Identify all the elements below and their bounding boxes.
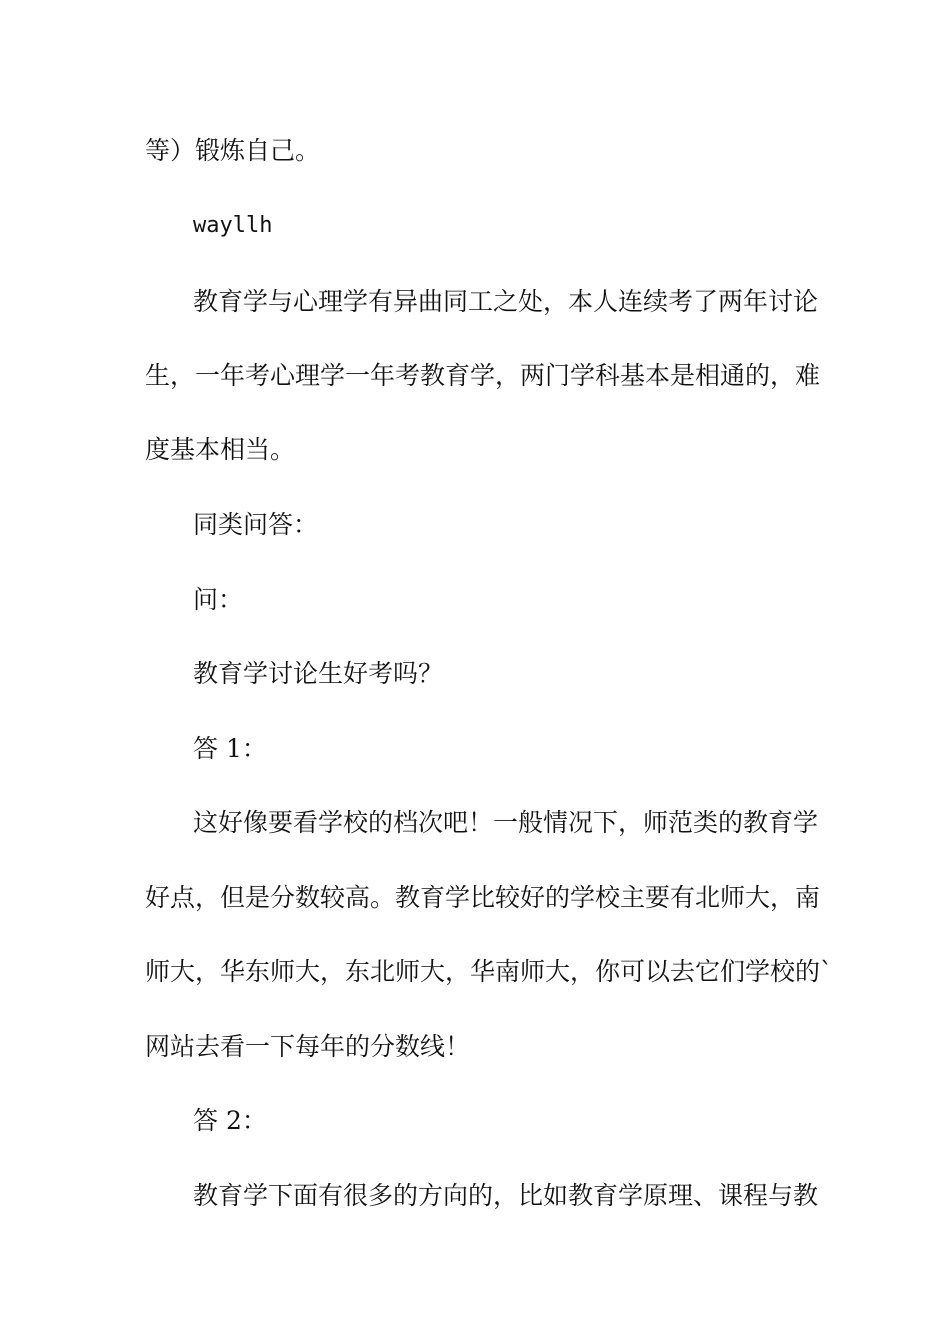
paragraph-line: wayllh — [193, 213, 273, 238]
paragraph-line: 教育学与心理学有异曲同工之处，本人连续考了两年讨论 — [193, 287, 819, 316]
paragraph-line: 度基本相当。 — [145, 435, 296, 464]
paragraph-line: 教育学下面有很多的方向的，比如教育学原理、课程与教 — [193, 1181, 819, 1210]
paragraph-line: 教育学讨论生好考吗？ — [193, 659, 444, 688]
paragraph-line: 网站去看一下每年的分数线！ — [145, 1032, 471, 1061]
paragraph-line: 这好像要看学校的档次吧！一般情况下，师范类的教育学 — [193, 808, 819, 837]
paragraph-line: 答 2： — [193, 1106, 267, 1135]
paragraph-line: 问： — [193, 585, 244, 614]
paragraph-line: 答 1： — [193, 734, 267, 763]
paragraph-line: 等）锻炼自己。 — [145, 136, 321, 165]
paragraph-line: 师大，华东师大，东北师大，华南师大，你可以去它们学校的` — [145, 957, 833, 986]
paragraph-line: 好点，但是分数较高。教育学比较好的学校主要有北师大，南 — [145, 883, 821, 912]
paragraph-line: 生，一年考心理学一年考教育学，两门学科基本是相通的，难 — [145, 361, 821, 390]
paragraph-line: 同类问答： — [193, 510, 319, 539]
